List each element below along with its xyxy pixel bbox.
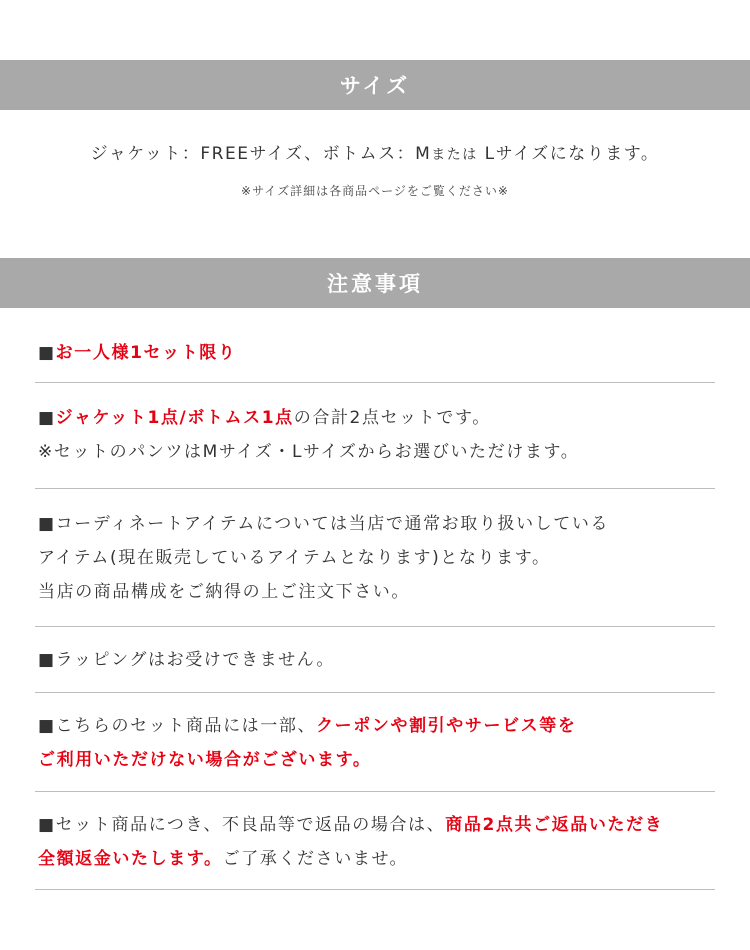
square-bullet-icon: ■ (38, 716, 56, 736)
note-line: アイテム(現在販売しているアイテムとなります)となります。 (38, 548, 551, 568)
size-description-part2: Lサイズになります。 (477, 144, 660, 164)
divider (35, 626, 715, 627)
size-description-or: または (431, 147, 478, 163)
size-detail-note: ※サイズ詳細は各商品ページをご覧ください※ (241, 184, 509, 198)
note-emphasis: 商品2点共ご返品いただき (445, 815, 664, 835)
square-bullet-icon: ■ (38, 514, 56, 534)
note-line (38, 808, 718, 842)
size-section-header (0, 60, 750, 110)
note-emphasis: ジャケット1点/ボトムス1点 (55, 408, 294, 428)
note-text: こちらのセット商品には一部、 (55, 716, 317, 736)
note-item-returns (38, 808, 718, 876)
note-text: セット商品につき、不良品等で返品の場合は、 (55, 815, 446, 835)
note-emphasis: お一人様1セット限り (55, 343, 237, 363)
divider (35, 889, 715, 890)
note-line (38, 743, 718, 777)
note-text: の合計2点セットです。 (293, 408, 491, 428)
notes-section-title: 注意事項 (327, 272, 423, 296)
note-text: コーディネートアイテムについては当店で通常お取り扱いしている (55, 514, 610, 534)
note-line (38, 842, 718, 876)
note-line: 当店の商品構成をご納得の上ご注文下さい。 (38, 582, 410, 602)
note-text: ご了承くださいませ。 (222, 849, 409, 869)
note-text: ラッピングはお受けできません。 (55, 650, 336, 670)
divider (35, 382, 715, 383)
size-description (0, 139, 750, 164)
note-line: ※セットのパンツはMサイズ・Lサイズからお選びいただけます。 (38, 442, 580, 462)
note-line (38, 336, 718, 370)
notes-section-header (0, 258, 750, 308)
note-item-wrapping (38, 643, 718, 677)
square-bullet-icon: ■ (38, 815, 56, 835)
square-bullet-icon: ■ (38, 650, 56, 670)
note-item-coordinate (38, 507, 718, 609)
note-line (38, 643, 718, 677)
size-description-part1: ジャケット：FREEサイズ、ボトムス：M (90, 144, 432, 164)
square-bullet-icon: ■ (38, 343, 56, 363)
note-item-limit (38, 336, 718, 370)
note-line (38, 401, 718, 435)
divider (35, 488, 715, 489)
note-line (38, 507, 718, 541)
square-bullet-icon: ■ (38, 408, 56, 428)
note-emphasis: 全額返金いたします。 (38, 849, 223, 869)
note-line (38, 709, 718, 743)
note-item-coupons (38, 709, 718, 777)
size-section-title: サイズ (339, 74, 411, 98)
divider (35, 791, 715, 792)
note-emphasis: ご利用いただけない場合がございます。 (38, 750, 372, 770)
note-emphasis: クーポンや割引やサービス等を (316, 716, 577, 736)
divider (35, 692, 715, 693)
note-item-set-contents (38, 401, 718, 469)
